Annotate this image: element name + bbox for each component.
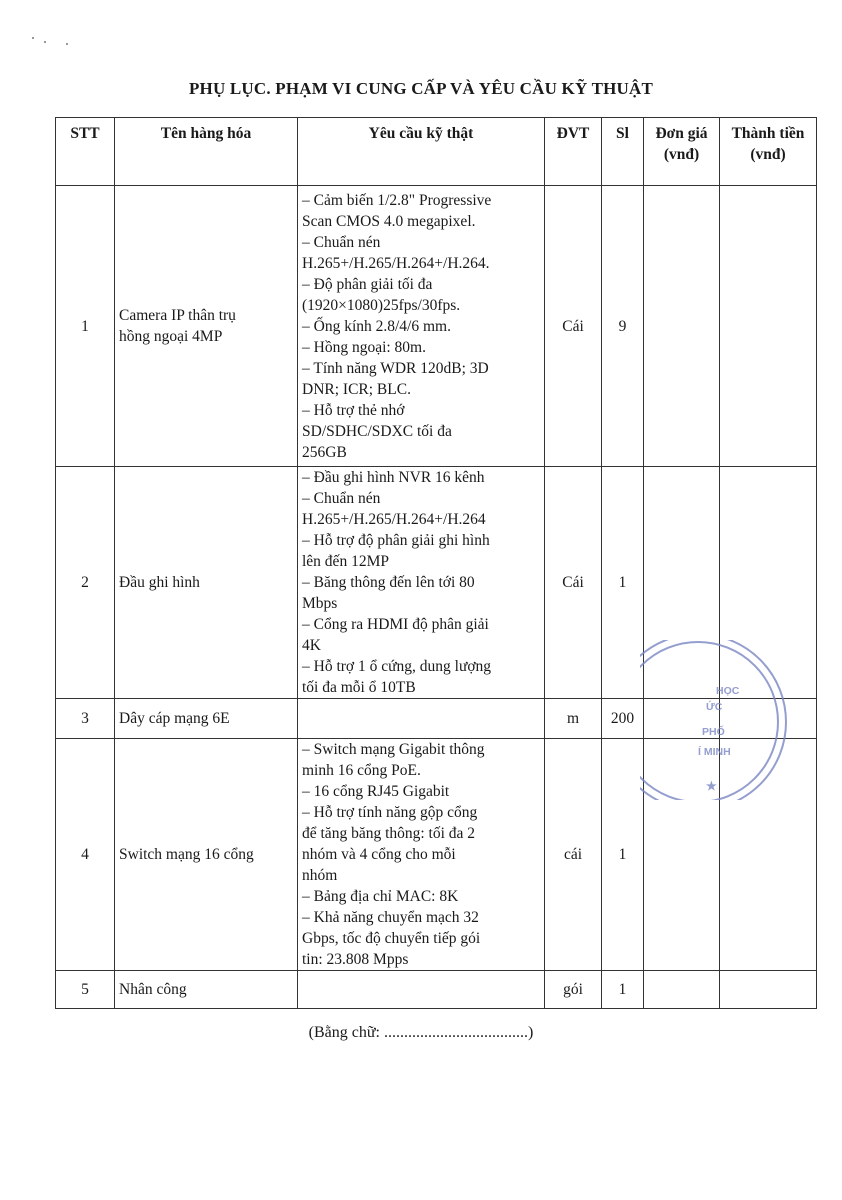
row-item-name (115, 739, 298, 971)
spec-line: H.265+/H.265/H.264+/H.264. (302, 254, 490, 272)
row-unit: Cái (545, 186, 602, 467)
row-item-name (115, 467, 298, 699)
item-name-line: Đầu ghi hình (119, 574, 200, 591)
spec-line: – Tính năng WDR 120dB; 3D (302, 359, 489, 377)
amount-in-words: (Bằng chữ: ....................................) (308, 1024, 534, 1041)
row-total (720, 971, 817, 1009)
spec-line: Mbps (302, 595, 338, 612)
row-unit-price (644, 186, 720, 467)
item-name-line: hồng ngoại 4MP (119, 328, 223, 345)
row-stt: 4 (56, 739, 115, 971)
row-stt: 5 (56, 971, 115, 1009)
seal-text-line: PHỐ (702, 726, 725, 738)
item-name-line: Dây cáp mạng 6E (119, 710, 230, 727)
row-item-name (115, 971, 298, 1009)
row-item-name (115, 186, 298, 467)
row-qty: 1 (602, 467, 644, 699)
row-qty: 1 (602, 971, 644, 1009)
seal-text-line: HỌC (716, 685, 740, 697)
col-header-qty: Sl (602, 118, 644, 186)
row-spec (298, 467, 545, 699)
table-row (56, 186, 817, 467)
spec-line: tin: 23.808 Mpps (302, 951, 409, 968)
spec-line: H.265+/H.265/H.264+/H.264 (302, 511, 486, 528)
spec-line: – Cổng ra HDMI độ phân giải (302, 616, 489, 633)
row-unit: m (545, 699, 602, 739)
row-stt: 3 (56, 699, 115, 739)
spec-line: Scan CMOS 4.0 megapixel. (302, 212, 476, 230)
spec-line: – Hỗ trợ 1 ổ cứng, dung lượng (302, 658, 492, 675)
spec-line: – Hỗ trợ độ phân giải ghi hình (302, 532, 490, 549)
row-unit: Cái (545, 467, 602, 699)
spec-table (55, 117, 817, 1009)
spec-line: – Độ phân giải tối đa (302, 275, 433, 293)
seal-text-line: ỨC (706, 701, 723, 713)
spec-line: – Ống kính 2.8/4/6 mm. (302, 317, 451, 335)
row-qty: 1 (602, 739, 644, 971)
seal-graphic (640, 640, 790, 800)
spec-line: (1920×1080)25fps/30fps. (302, 296, 461, 314)
row-stt: 2 (56, 467, 115, 699)
spec-line: – Switch mạng Gigabit thông (302, 741, 485, 758)
spec-line: Gbps, tốc độ chuyển tiếp gói (302, 930, 481, 947)
col-header-stt: STT (56, 118, 115, 186)
row-unit-price (644, 971, 720, 1009)
spec-line: tối đa mỗi ổ 10TB (302, 679, 416, 696)
spec-line: nhóm (302, 867, 338, 884)
col-header-name: Tên hàng hóa (115, 118, 298, 186)
row-spec (298, 186, 545, 467)
col-header-unit: ĐVT (545, 118, 602, 186)
spec-line: – Hồng ngoại: 80m. (302, 338, 426, 356)
spec-line: – Bảng địa chỉ MAC: 8K (302, 888, 459, 905)
seal-outer-ring (640, 640, 786, 800)
seal-text (698, 685, 740, 793)
spec-line: nhóm và 4 cổng cho mỗi (302, 846, 456, 863)
spec-line: – Khả năng chuyển mạch 32 (302, 909, 479, 926)
col-header-spec: Yêu cầu kỹ thật (298, 118, 545, 186)
total-label: Thành tiền (731, 125, 805, 142)
official-seal (640, 640, 790, 800)
spec-line: 256GB (302, 443, 347, 461)
row-total (720, 186, 817, 467)
spec-line: – Đầu ghi hình NVR 16 kênh (302, 469, 485, 486)
seal-rings (640, 640, 786, 800)
unit-price-currency: (vnđ) (663, 146, 700, 163)
spec-line: – Cảm biến 1/2.8" Progressive (302, 191, 492, 209)
table-row (56, 971, 817, 1009)
row-spec (298, 739, 545, 971)
spec-line: minh 16 cổng PoE. (302, 762, 421, 779)
row-spec (298, 699, 545, 739)
item-name-line: Switch mạng 16 cổng (119, 846, 254, 863)
row-qty: 9 (602, 186, 644, 467)
spec-line: – Băng thông đến lên tới 80 (302, 574, 475, 591)
total-currency: (vnđ) (750, 146, 786, 163)
row-item-name (115, 699, 298, 739)
col-header-total (720, 118, 817, 186)
spec-line: lên đến 12MP (302, 553, 389, 570)
row-qty: 200 (602, 699, 644, 739)
header-row (56, 118, 817, 186)
spec-line: 4K (302, 637, 321, 654)
spec-line: – 16 cổng RJ45 Gigabit (302, 783, 450, 800)
seal-star-icon: ★ (706, 779, 717, 793)
row-spec (298, 971, 545, 1009)
col-header-unit-price (644, 118, 720, 186)
scan-speck (44, 41, 46, 43)
row-stt: 1 (56, 186, 115, 467)
spec-line: – Chuẩn nén (302, 490, 381, 507)
page-title: PHỤ LỤC. PHẠM VI CUNG CẤP VÀ YÊU CẦU KỸ THUẬT (188, 79, 654, 98)
item-name-line: Camera IP thân trụ (119, 307, 236, 324)
row-unit: gói (545, 971, 602, 1009)
spec-line: SD/SDHC/SDXC tối đa (302, 422, 452, 440)
seal-inner-ring (640, 642, 778, 800)
spec-line: DNR; ICR; BLC. (302, 380, 411, 398)
spec-line: – Hỗ trợ thẻ nhớ (302, 401, 405, 419)
row-unit: cái (545, 739, 602, 971)
scan-speck (66, 43, 68, 45)
seal-text-line: Í MINH (698, 746, 731, 758)
spec-line: – Chuẩn nén (302, 233, 381, 251)
item-name-line: Nhân công (119, 981, 187, 998)
scan-speck (32, 37, 34, 39)
unit-price-label: Đơn giá (655, 125, 708, 142)
spec-line: để tăng băng thông: tối đa 2 (302, 825, 476, 842)
spec-line: – Hỗ trợ tính năng gộp cổng (302, 804, 478, 821)
